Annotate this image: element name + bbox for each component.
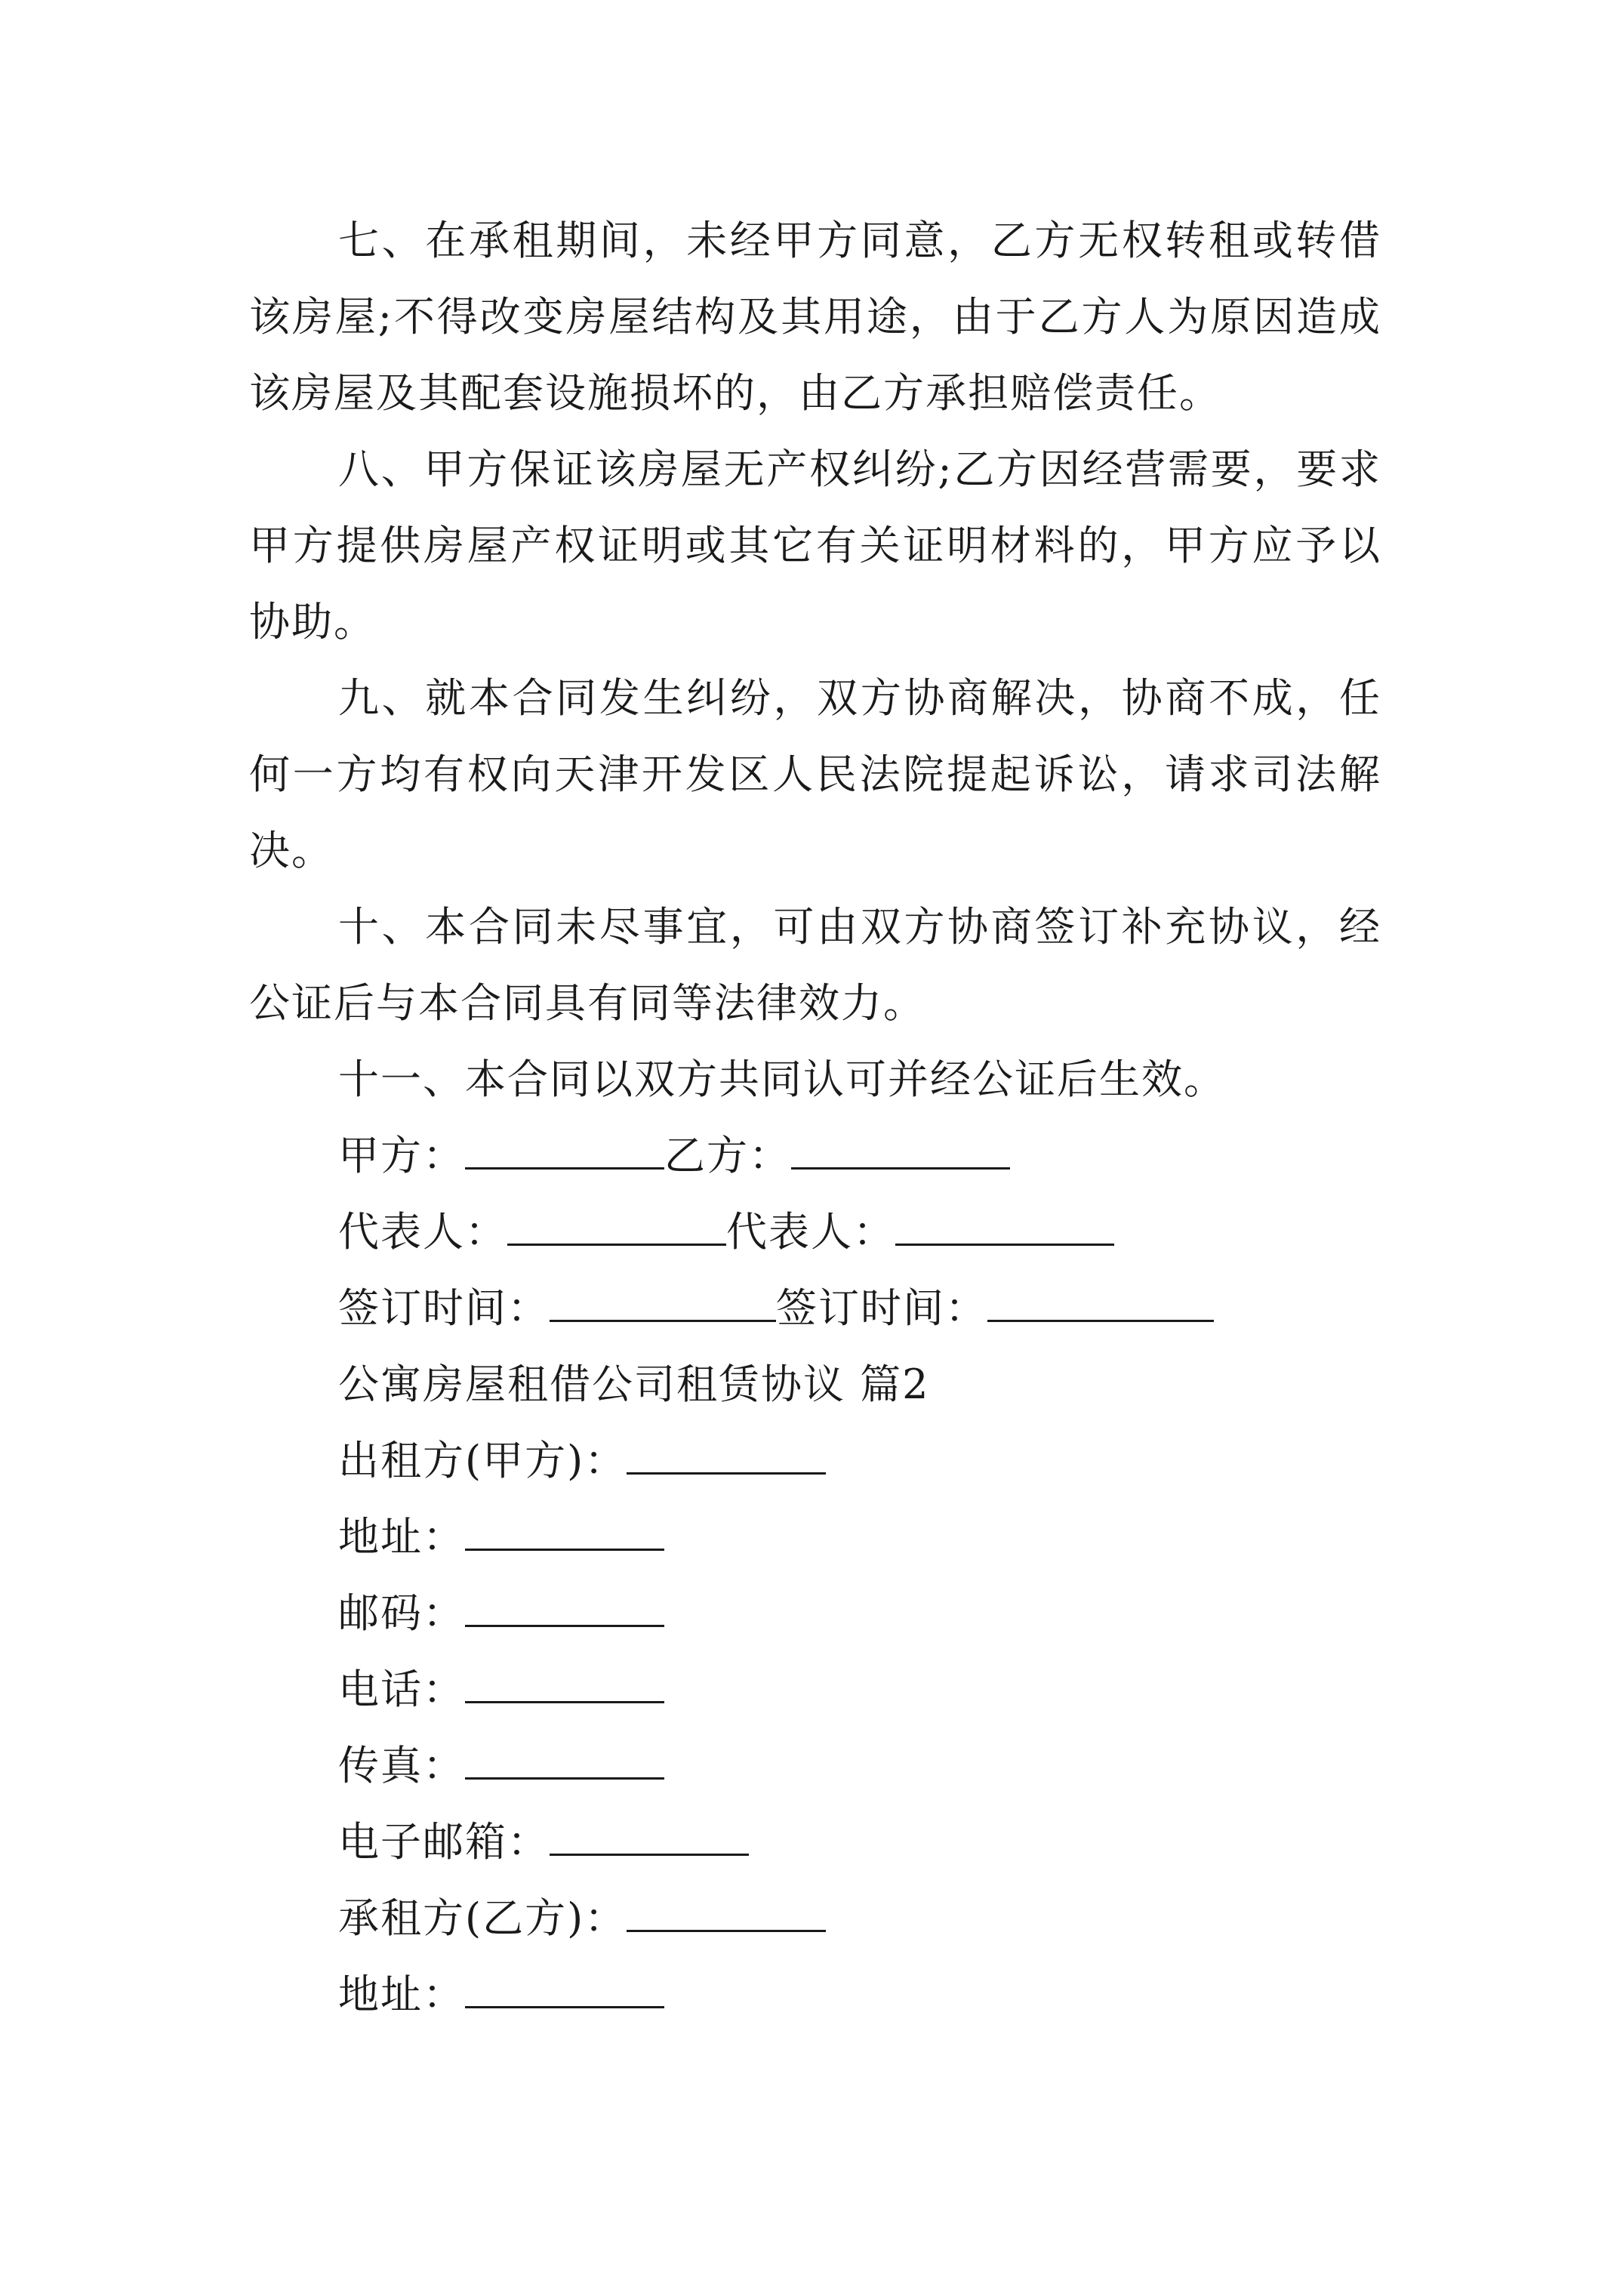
lessor-fax-label: 传真：	[338, 1742, 465, 1789]
clause-11: 十一、本合同以双方共同认可并经公证后生效。	[338, 1056, 1226, 1103]
party-b-blank	[791, 1122, 1010, 1170]
signature-date-row	[249, 1270, 1381, 1346]
section-title: 公寓房屋租借公司租赁协议 篇2	[338, 1361, 930, 1408]
lessor-fax-blank	[465, 1732, 664, 1780]
lessee-address-label: 地址：	[338, 1971, 465, 2018]
clause-7: 七、在承租期间，未经甲方同意，乙方无权转租或转借该房屋;不得改变房屋结构及其用途，由于乙方人为原因造成该房屋及其配套设施损坏的，由乙方承担赔偿责任。	[249, 217, 1381, 417]
lessee-title: 承租方(乙方)：	[338, 1894, 627, 1942]
date-a-blank	[550, 1274, 776, 1322]
lessor-postcode-row	[249, 1575, 1381, 1651]
lessor-title: 出租方(甲方)：	[338, 1437, 627, 1484]
lessee-address-row	[249, 1956, 1381, 2032]
rep-a-blank	[507, 1198, 726, 1246]
lessor-address-blank	[465, 1503, 664, 1551]
date-b-label: 签订时间：	[776, 1284, 987, 1332]
lessor-phone-blank	[465, 1656, 664, 1703]
lessor-email-label: 电子邮箱：	[338, 1818, 550, 1866]
lessor-address-label: 地址：	[338, 1513, 465, 1561]
clause-10: 十、本合同未尽事宜，可由双方协商签订补充协议，经公证后与本合同具有同等法律效力。	[249, 903, 1381, 1027]
lessor-postcode-blank	[465, 1579, 664, 1627]
date-b-blank	[987, 1274, 1214, 1322]
party-a-label: 甲方：	[338, 1132, 465, 1179]
lessor-email-row	[249, 1804, 1381, 1880]
clause-9: 九、就本合同发生纠纷，双方协商解决，协商不成，任何一方均有权向天津开发区人民法院提起诉讼，请求司法解决。	[249, 674, 1381, 874]
contract-body	[249, 202, 1381, 2032]
lessor-title-row	[249, 1422, 1381, 1499]
rep-b-label: 代表人：	[726, 1208, 895, 1256]
party-b-label: 乙方：	[664, 1132, 791, 1179]
lessee-title-row	[249, 1880, 1381, 1956]
lessor-phone-label: 电话：	[338, 1666, 465, 1713]
lessor-postcode-label: 邮码：	[338, 1589, 465, 1637]
signature-party-row	[249, 1117, 1381, 1194]
date-a-label: 签订时间：	[338, 1284, 550, 1332]
lessor-fax-row	[249, 1727, 1381, 1804]
lessor-blank	[627, 1427, 826, 1475]
lessee-address-blank	[465, 1961, 664, 2008]
rep-b-blank	[895, 1198, 1114, 1246]
clause-8: 八、甲方保证该房屋无产权纠纷;乙方因经营需要，要求甲方提供房屋产权证明或其它有关证明材料的，甲方应予以协助。	[249, 445, 1381, 646]
rep-a-label: 代表人：	[338, 1208, 507, 1256]
lessor-phone-row	[249, 1651, 1381, 1727]
lessee-blank	[627, 1885, 826, 1932]
lessor-address-row	[249, 1499, 1381, 1575]
lessor-email-blank	[550, 1808, 749, 1856]
party-a-blank	[465, 1122, 664, 1170]
signature-rep-row	[249, 1194, 1381, 1270]
